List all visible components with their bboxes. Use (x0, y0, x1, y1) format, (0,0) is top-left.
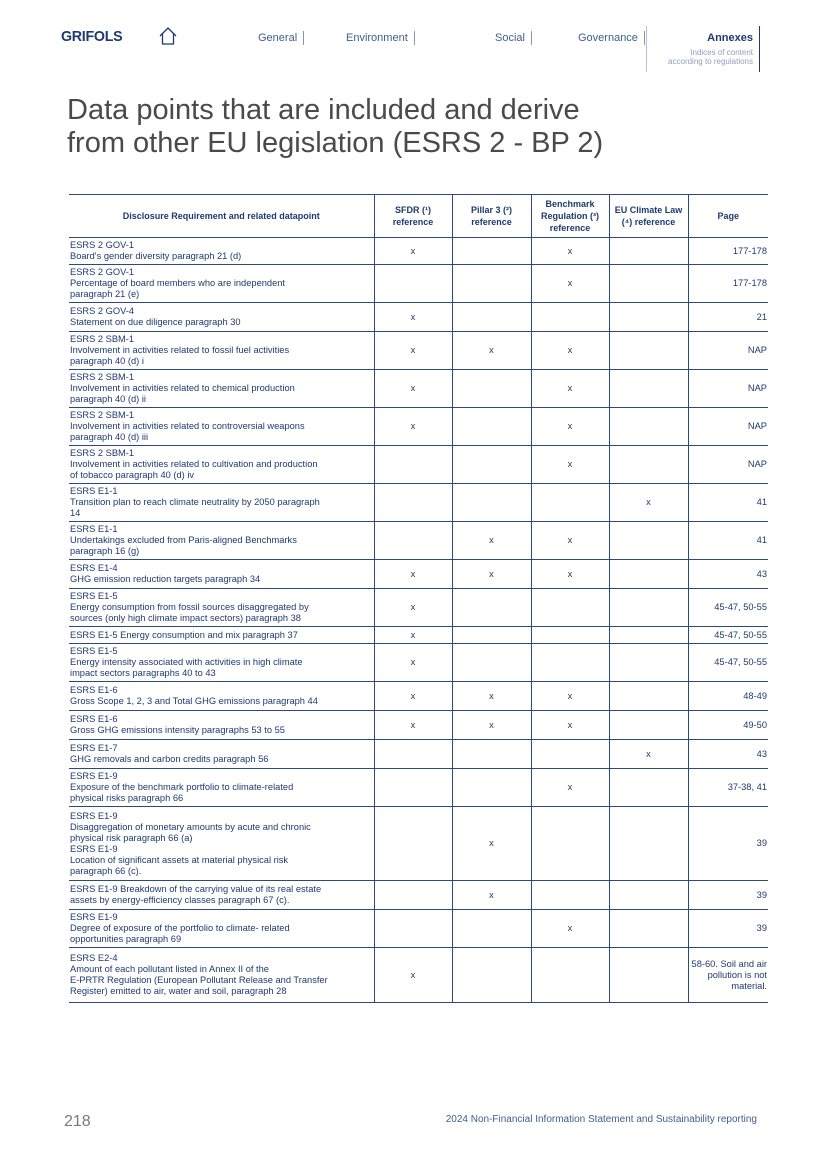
pillar3-mark (452, 370, 531, 408)
benchmark-mark: x (531, 265, 609, 303)
sfdr-mark (374, 910, 452, 948)
pillar3-mark (452, 769, 531, 807)
disclosure-requirement-cell (69, 589, 374, 627)
page-reference: 48-49 (688, 682, 768, 711)
sfdr-mark (374, 740, 452, 769)
benchmark-mark (531, 627, 609, 644)
requirement-text-line: Degree of exposure of the portfolio to climate- related (70, 923, 290, 933)
page-reference: 39 (688, 807, 768, 881)
page-reference: 41 (688, 484, 768, 522)
eu-climate-law-mark (609, 446, 688, 484)
disclosure-requirement-cell (69, 948, 374, 1003)
benchmark-mark: x (531, 682, 609, 711)
eu-climate-law-mark (609, 522, 688, 560)
table-row (69, 910, 768, 948)
requirement-text-line: GHG removals and carbon credits paragraph 56 (70, 754, 269, 764)
requirement-text-line: Board's gender diversity paragraph 21 (d) (70, 251, 242, 261)
table-row (69, 303, 768, 332)
disclosure-requirement-cell (69, 769, 374, 807)
nav-governance[interactable]: Governance (578, 31, 645, 45)
sfdr-mark (374, 446, 452, 484)
nav-general[interactable]: General (258, 31, 304, 45)
eu-climate-law-mark (609, 408, 688, 446)
annexes-title: Annexes (707, 32, 753, 44)
requirement-text-line: ESRS E1-9 (70, 810, 118, 821)
benchmark-mark: x (531, 370, 609, 408)
table-row (69, 332, 768, 370)
eu-climate-law-mark (609, 627, 688, 644)
disclosure-requirement-cell (69, 682, 374, 711)
pillar3-mark (452, 948, 531, 1003)
eu-climate-law-mark (609, 644, 688, 682)
requirement-text-line: ESRS E1-5 Energy consumption and mix paragraph 37 (70, 629, 298, 640)
sfdr-mark: x (374, 948, 452, 1003)
requirement-text-line: Gross GHG emissions intensity paragraphs 53 to 55 (70, 725, 285, 735)
requirement-text-line: 14 (70, 508, 81, 518)
annexes-subtitle (668, 48, 753, 66)
page-reference: 177-178 (688, 265, 768, 303)
requirement-text-line: Gross Scope 1, 2, 3 and Total GHG emissions paragraph 44 (70, 696, 318, 706)
eu-climate-law-mark: x (609, 740, 688, 769)
benchmark-mark: x (531, 711, 609, 740)
requirement-text-line: ESRS E1-5 (70, 646, 118, 656)
eu-climate-law-mark (609, 881, 688, 910)
page-reference: 43 (688, 740, 768, 769)
disclosure-requirement-cell (69, 910, 374, 948)
header-sfdr: SFDR (¹) reference (374, 195, 452, 238)
benchmark-mark (531, 740, 609, 769)
benchmark-mark (531, 589, 609, 627)
requirement-text-line: ESRS E1-5 (70, 591, 118, 601)
benchmark-mark: x (531, 910, 609, 948)
pillar3-mark (452, 303, 531, 332)
disclosure-requirement-cell (69, 446, 374, 484)
pillar3-mark (452, 265, 531, 303)
requirement-text-line: ESRS E1-9 Breakdown of the carrying value of its real estate (70, 884, 322, 894)
nav-social[interactable]: Social (495, 31, 532, 45)
page-reference: 37-38, 41 (688, 769, 768, 807)
table-row (69, 682, 768, 711)
page-header (0, 26, 825, 74)
table-row (69, 238, 768, 265)
page-reference: 39 (688, 881, 768, 910)
nav-annexes[interactable] (646, 26, 760, 72)
benchmark-mark (531, 303, 609, 332)
disclosure-requirement-cell (69, 370, 374, 408)
sfdr-mark: x (374, 627, 452, 644)
requirement-text-line: ESRS E1-6 (70, 714, 118, 724)
requirement-text-line: Register) emitted to air, water and soil, paragraph 28 (70, 986, 287, 996)
table-row (69, 522, 768, 560)
requirement-text-line: GHG emission reduction targets paragraph 34 (70, 574, 261, 584)
benchmark-mark: x (531, 446, 609, 484)
disclosure-requirement-cell (69, 644, 374, 682)
requirement-text-line: sources (only high climate impact sectors) paragraph 38 (70, 613, 301, 623)
eu-climate-law-mark (609, 265, 688, 303)
sfdr-mark: x (374, 682, 452, 711)
page-reference: 43 (688, 560, 768, 589)
requirement-text-line: assets by energy-efficiency classes paragraph 67 (c). (70, 895, 290, 905)
grifols-logo[interactable]: GRIFOLS (61, 28, 123, 45)
pillar3-mark (452, 589, 531, 627)
pillar3-mark: x (452, 560, 531, 589)
requirement-text-line: paragraph 40 (d) i (70, 356, 144, 366)
header-disclosure-requirement: Disclosure Requirement and related datapoint (69, 195, 374, 238)
sfdr-mark: x (374, 589, 452, 627)
requirement-text-line: Undertakings excluded from Paris-aligned Benchmarks (70, 535, 297, 545)
pillar3-mark: x (452, 711, 531, 740)
pillar3-mark (452, 238, 531, 265)
eu-climate-law-mark (609, 948, 688, 1003)
requirement-text-line: Energy consumption from fossil sources disaggregated by (70, 602, 309, 612)
table-header-row (69, 195, 768, 238)
requirement-text-line: Amount of each pollutant listed in Annex II of the (70, 964, 269, 974)
disclosure-requirement-cell (69, 881, 374, 910)
requirement-text-line: ESRS 2 SBM-1 (70, 372, 135, 382)
table-row (69, 408, 768, 446)
requirement-text-line: Transition plan to reach climate neutrality by 2050 paragraph (70, 497, 320, 507)
page-reference: NAP (688, 446, 768, 484)
pillar3-mark: x (452, 332, 531, 370)
requirement-text-line: ESRS 2 SBM-1 (70, 334, 135, 344)
benchmark-mark (531, 484, 609, 522)
pillar3-mark (452, 740, 531, 769)
requirement-text-line: ESRS E1-9 (70, 912, 118, 922)
pillar3-mark (452, 910, 531, 948)
benchmark-mark: x (531, 238, 609, 265)
pillar3-mark: x (452, 807, 531, 881)
home-icon[interactable] (158, 26, 178, 46)
sfdr-mark (374, 484, 452, 522)
page-reference: 58-60. Soil and air pollution is not material. (688, 948, 768, 1003)
sfdr-mark: x (374, 644, 452, 682)
requirement-text-line: ESRS E1-1 (70, 524, 118, 534)
table-body (69, 238, 768, 1003)
requirement-text-line: Involvement in activities related to controversial weapons (70, 421, 305, 431)
eu-climate-law-mark (609, 238, 688, 265)
table-row (69, 881, 768, 910)
requirement-text-line: ESRS E1-6 (70, 685, 118, 695)
sfdr-mark (374, 522, 452, 560)
sfdr-mark: x (374, 560, 452, 589)
page-title-line: Data points that are included and derive (67, 94, 580, 126)
sfdr-mark (374, 807, 452, 881)
disclosure-requirement-cell (69, 522, 374, 560)
table-row (69, 560, 768, 589)
requirement-text-line: Disaggregation of monetary amounts by acute and chronic (70, 821, 311, 832)
table-row (69, 807, 768, 881)
eu-climate-law-mark (609, 682, 688, 711)
nav-environment[interactable]: Environment (346, 31, 415, 45)
requirement-text-line: paragraph 21 (e) (70, 289, 140, 299)
sfdr-mark: x (374, 408, 452, 446)
sfdr-mark: x (374, 238, 452, 265)
sfdr-mark: x (374, 370, 452, 408)
disclosure-requirement-cell (69, 265, 374, 303)
disclosure-requirement-cell (69, 332, 374, 370)
pillar3-mark (452, 484, 531, 522)
table-row (69, 589, 768, 627)
requirement-text-line: ESRS E2-4 (70, 953, 118, 963)
footer-text: 2024 Non-Financial Information Statement and Sustainability reporting (445, 1114, 757, 1125)
header-benchmark: Benchmark Regulation (³) reference (531, 195, 609, 238)
requirement-text-line: E-PRTR Regulation (European Pollutant Release and Transfer (70, 975, 328, 985)
table-row (69, 446, 768, 484)
table-row (69, 711, 768, 740)
requirement-text-line: ESRS 2 SBM-1 (70, 448, 135, 458)
requirement-text-line: Exposure of the benchmark portfolio to climate-related (70, 782, 294, 792)
header-pillar3: Pillar 3 (²) reference (452, 195, 531, 238)
eu-climate-law-mark: x (609, 484, 688, 522)
pillar3-mark: x (452, 881, 531, 910)
table-row (69, 265, 768, 303)
eu-climate-law-mark (609, 910, 688, 948)
pillar3-mark (452, 627, 531, 644)
header-page: Page (688, 195, 768, 238)
requirement-text-line: ESRS 2 GOV-1 (70, 267, 135, 277)
table-row (69, 627, 768, 644)
requirement-text-line: Involvement in activities related to cultivation and production (70, 459, 318, 469)
pillar3-mark (452, 446, 531, 484)
page-reference: 39 (688, 910, 768, 948)
requirement-text-line: Involvement in activities related to chemical production (70, 383, 295, 393)
disclosure-requirement-cell (69, 807, 374, 881)
eu-climate-law-mark (609, 807, 688, 881)
sfdr-mark: x (374, 303, 452, 332)
page-title (67, 94, 767, 160)
benchmark-mark: x (531, 769, 609, 807)
disclosure-requirement-cell (69, 484, 374, 522)
requirement-text-line: ESRS E1-4 (70, 563, 118, 573)
page-reference: NAP (688, 370, 768, 408)
requirement-text-line: ESRS E1-9 (70, 843, 118, 854)
page-reference: 49-50 (688, 711, 768, 740)
sfdr-mark (374, 265, 452, 303)
sfdr-mark (374, 881, 452, 910)
requirement-text-line: paragraph 16 (g) (70, 546, 140, 556)
benchmark-mark: x (531, 560, 609, 589)
pillar3-mark: x (452, 522, 531, 560)
disclosure-requirement-cell (69, 408, 374, 446)
requirement-text-line: physical risks paragraph 66 (70, 793, 184, 803)
table-row (69, 370, 768, 408)
page-reference: NAP (688, 332, 768, 370)
table-row (69, 484, 768, 522)
table-row (69, 644, 768, 682)
benchmark-mark: x (531, 408, 609, 446)
table-row (69, 948, 768, 1003)
pillar3-mark: x (452, 682, 531, 711)
table-row (69, 769, 768, 807)
requirement-text-line: Energy intensity associated with activities in high climate (70, 657, 303, 667)
disclosure-requirement-cell (69, 560, 374, 589)
page-reference: 45-47, 50-55 (688, 644, 768, 682)
requirement-text-line: ESRS E1-9 (70, 771, 118, 781)
annexes-subtitle-line: according to regulations (668, 57, 753, 66)
pillar3-mark (452, 644, 531, 682)
requirement-text-line: paragraph 40 (d) ii (70, 394, 146, 404)
eu-climate-law-mark (609, 370, 688, 408)
requirement-text-line: Location of significant assets at material physical risk (70, 854, 289, 865)
requirement-text-line: physical risk paragraph 66 (a) (70, 832, 193, 843)
datapoints-table (69, 194, 768, 1003)
sfdr-mark (374, 769, 452, 807)
requirement-text-line: paragraph 66 (c). (70, 865, 142, 876)
eu-climate-law-mark (609, 711, 688, 740)
page-number: 218 (64, 1113, 91, 1130)
eu-climate-law-mark (609, 332, 688, 370)
requirement-text-line: ESRS E1-1 (70, 486, 118, 496)
requirement-text-line: ESRS E1-7 (70, 743, 118, 753)
requirement-text-line: ESRS 2 SBM-1 (70, 410, 135, 420)
eu-climate-law-mark (609, 303, 688, 332)
eu-climate-law-mark (609, 560, 688, 589)
page-reference: 41 (688, 522, 768, 560)
benchmark-mark: x (531, 332, 609, 370)
disclosure-requirement-cell (69, 238, 374, 265)
pillar3-mark (452, 408, 531, 446)
eu-climate-law-mark (609, 769, 688, 807)
disclosure-requirement-cell (69, 303, 374, 332)
disclosure-requirement-cell (69, 740, 374, 769)
requirement-text-line: impact sectors paragraphs 40 to 43 (70, 668, 216, 678)
page-reference: 21 (688, 303, 768, 332)
requirement-text-line: Involvement in activities related to fossil fuel activities (70, 345, 290, 355)
benchmark-mark (531, 948, 609, 1003)
requirement-text-line: of tobacco paragraph 40 (d) iv (70, 470, 195, 480)
requirement-text-line: Statement on due diligence paragraph 30 (70, 317, 241, 327)
benchmark-mark (531, 881, 609, 910)
header-eu-climate-law: EU Climate Law (⁴) reference (609, 195, 688, 238)
requirement-text-line: Percentage of board members who are independent (70, 278, 285, 288)
benchmark-mark: x (531, 522, 609, 560)
benchmark-mark (531, 644, 609, 682)
disclosure-requirement-cell (69, 711, 374, 740)
requirement-text-line: paragraph 40 (d) iii (70, 432, 149, 442)
page-reference: 45-47, 50-55 (688, 589, 768, 627)
requirement-text-line: opportunities paragraph 69 (70, 934, 182, 944)
page-title-line: from other EU legislation (ESRS 2 - BP 2) (67, 127, 604, 159)
page-reference: 45-47, 50-55 (688, 627, 768, 644)
eu-climate-law-mark (609, 589, 688, 627)
table-row (69, 740, 768, 769)
requirement-text-line: ESRS 2 GOV-1 (70, 240, 135, 250)
benchmark-mark (531, 807, 609, 881)
sfdr-mark: x (374, 332, 452, 370)
annexes-subtitle-line: Indices of content (690, 48, 753, 57)
page-reference: NAP (688, 408, 768, 446)
page-reference: 177-178 (688, 238, 768, 265)
sfdr-mark: x (374, 711, 452, 740)
requirement-text-line: ESRS 2 GOV-4 (70, 306, 135, 316)
disclosure-requirement-cell (69, 627, 374, 644)
